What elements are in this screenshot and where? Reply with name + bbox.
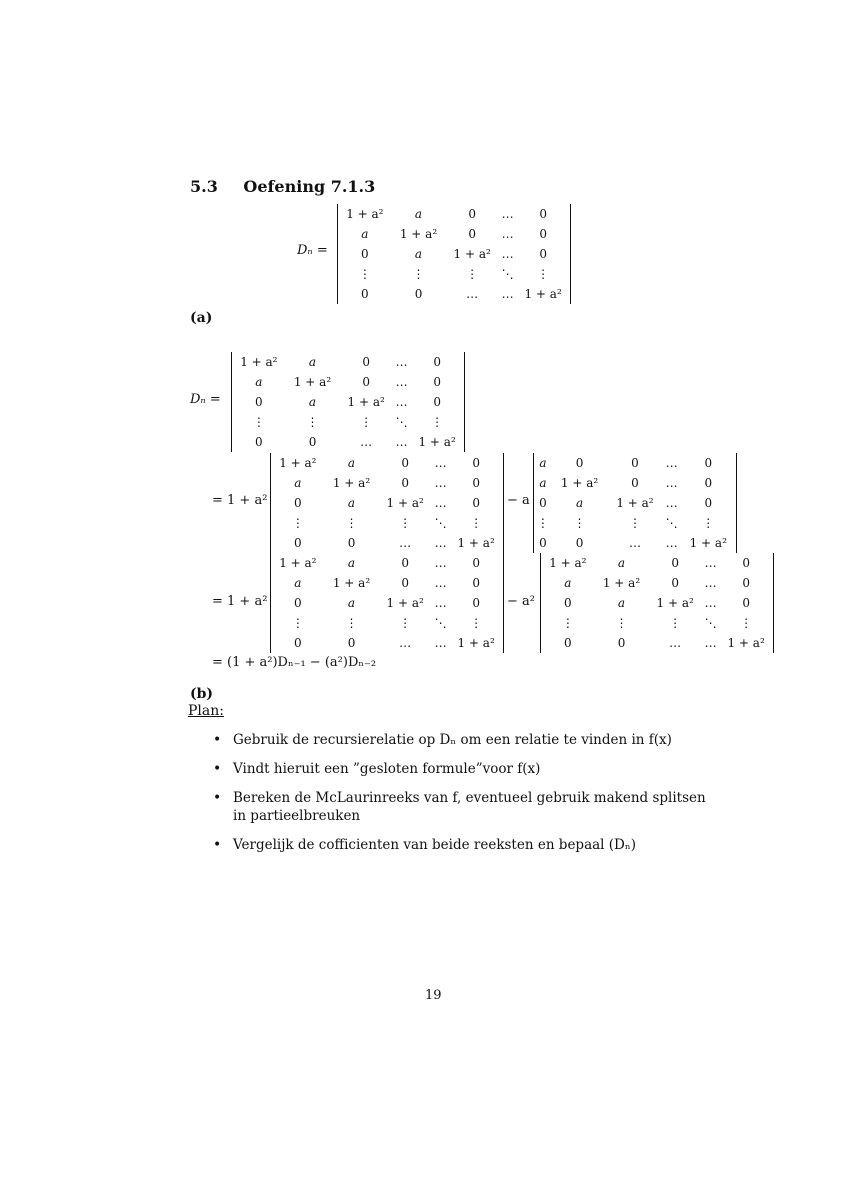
matrix-cell: …: [395, 435, 408, 449]
matrix-row: [271, 473, 503, 493]
matrix-row: [271, 593, 503, 613]
matrix-cell: 1 + a²: [279, 556, 317, 570]
matrix-cell: 0: [433, 355, 441, 369]
matrix-row: [541, 633, 773, 653]
matrix-cell: ⋮: [536, 516, 549, 530]
matrix-cell: 0: [472, 456, 480, 470]
matrix-cell: 0: [361, 287, 369, 301]
matrix-cell: 0: [564, 636, 572, 650]
matrix-cell: 1 + a²: [418, 435, 456, 449]
matrix-row: [232, 392, 464, 412]
matrix-cell: 0: [539, 207, 547, 221]
matrix-cell: …: [704, 576, 717, 590]
line2-prefix: = 1 + a²: [212, 493, 268, 508]
matrix-row: [271, 533, 503, 553]
matrix-cell: 0: [539, 496, 547, 510]
matrix-cell: 0: [308, 435, 317, 449]
line3-prefix: = 1 + a²: [212, 594, 268, 609]
matrix-cell: ⋮: [291, 616, 304, 630]
matrix-cell: ⋮: [360, 415, 373, 429]
matrix-cell: 1 + a²: [549, 556, 587, 570]
matrix-cell: 1 + a²: [293, 375, 332, 389]
matrix-cell: ⋮: [252, 415, 265, 429]
matrix-cell: …: [399, 636, 412, 650]
matrix-cell: ⋱: [434, 516, 447, 530]
matrix-cell: 0: [401, 576, 409, 590]
matrix-cell: 0: [742, 556, 750, 570]
matrix-cell: 0: [414, 287, 423, 301]
matrix-cell: ⋱: [704, 616, 717, 630]
matrix-cell: 1 + a²: [457, 536, 495, 550]
matrix-cell: a: [347, 496, 356, 510]
final-equation: = (1 + a²)Dₙ₋₁ − (a²)Dₙ₋₂: [212, 655, 377, 670]
matrix-cell: 0: [472, 476, 480, 490]
matrix-cell: …: [704, 596, 717, 610]
matrix-cell: 0: [742, 576, 750, 590]
matrix-cell: 1 + a²: [457, 636, 495, 650]
matrix-cell: …: [395, 355, 408, 369]
matrix-cell: 0: [631, 476, 639, 490]
matrix-cell: 1 + a²: [689, 536, 727, 550]
section-title: Oefening 7.1.3: [243, 177, 376, 196]
matrix-cell: 0: [671, 556, 679, 570]
matrix-cell: …: [704, 636, 717, 650]
matrix-cell: a: [361, 227, 369, 241]
matrix-row: [541, 593, 773, 613]
matrix-cell: …: [399, 536, 412, 550]
matrix-cell: …: [501, 287, 514, 301]
matrix-cell: …: [434, 596, 447, 610]
matrix-cell: a: [255, 375, 263, 389]
matrix-cell: …: [395, 375, 408, 389]
matrix-cell: 0: [362, 355, 370, 369]
matrix-cell: 0: [401, 456, 409, 470]
matrix-cell: …: [434, 456, 447, 470]
matrix-cell: 0: [617, 636, 626, 650]
section-number: 5.3: [190, 177, 218, 196]
matrix-row: [338, 204, 570, 224]
matrix-cell: 0: [468, 207, 476, 221]
matrix-cell: …: [434, 576, 447, 590]
matrix-cell: 0: [347, 636, 356, 650]
matrix-row: [232, 432, 464, 452]
determinant-4-table: [534, 453, 736, 553]
matrix-cell: 0: [575, 536, 584, 550]
matrix-cell: a: [347, 596, 356, 610]
matrix-cell: a: [414, 247, 423, 261]
matrix-cell: ⋮: [470, 516, 483, 530]
matrix-cell: 0: [294, 536, 302, 550]
matrix-cell: 1 + a²: [332, 476, 371, 490]
matrix-cell: ⋮: [740, 616, 753, 630]
matrix-row: [271, 513, 503, 533]
determinant-1-table: [338, 204, 570, 304]
matrix-cell: a: [294, 476, 302, 490]
determinant-1: [337, 204, 571, 304]
matrix-row: [541, 613, 773, 633]
matrix-cell: a: [539, 476, 547, 490]
matrix-cell: ⋮: [345, 616, 358, 630]
matrix-cell: ⋮: [412, 267, 425, 281]
plan-item: • Bereken de McLaurinreeks van f, eventueel gebruik makend splitsen in partieelbreuken: [213, 789, 713, 825]
matrix-cell: a: [347, 556, 356, 570]
matrix-row: [271, 493, 503, 513]
matrix-row: [534, 473, 736, 493]
matrix-cell: 1 + a²: [524, 287, 562, 301]
determinant-3-table: [271, 453, 503, 553]
matrix-cell: 0: [472, 576, 480, 590]
matrix-cell: …: [665, 496, 678, 510]
matrix-cell: …: [466, 287, 479, 301]
line2-op: − a: [507, 493, 530, 508]
matrix-cell: a: [347, 456, 356, 470]
matrix-cell: 1 + a²: [279, 456, 317, 470]
matrix-cell: …: [501, 247, 514, 261]
matrix-cell: a: [294, 576, 302, 590]
determinant-2-table: [232, 352, 464, 452]
matrix-row: [232, 372, 464, 392]
matrix-cell: 0: [472, 496, 480, 510]
determinant-3: [270, 453, 504, 553]
matrix-cell: ⋱: [501, 267, 514, 281]
matrix-cell: ⋮: [291, 516, 304, 530]
matrix-cell: …: [434, 636, 447, 650]
matrix-row: [271, 573, 503, 593]
page-number: 19: [425, 988, 442, 1003]
matrix-row: [271, 553, 503, 573]
matrix-cell: …: [434, 556, 447, 570]
matrix-cell: 0: [472, 556, 480, 570]
matrix-cell: 0: [704, 496, 713, 510]
matrix-cell: 0: [433, 375, 441, 389]
matrix-cell: 0: [704, 456, 713, 470]
matrix-cell: ⋮: [537, 267, 550, 281]
matrix-cell: 0: [671, 576, 679, 590]
matrix-cell: ⋮: [431, 415, 444, 429]
matrix-cell: 0: [401, 556, 409, 570]
matrix-cell: 1 + a²: [347, 395, 385, 409]
matrix-cell: …: [501, 227, 514, 241]
matrix-cell: 0: [255, 435, 263, 449]
matrix-cell: 0: [362, 375, 370, 389]
matrix-cell: …: [434, 476, 447, 490]
matrix-cell: …: [628, 536, 641, 550]
matrix-cell: …: [501, 207, 514, 221]
plan-list-container: [213, 731, 713, 865]
matrix-cell: 1 + a²: [386, 496, 424, 510]
plan-list: [213, 731, 713, 854]
matrix-cell: …: [395, 395, 408, 409]
matrix-cell: 0: [539, 227, 547, 241]
matrix-row: [271, 633, 503, 653]
matrix-row: [534, 493, 736, 513]
matrix-cell: …: [360, 435, 373, 449]
matrix-cell: a: [617, 556, 626, 570]
matrix-row: [534, 533, 736, 553]
matrix-cell: ⋮: [345, 516, 358, 530]
matrix-cell: ⋮: [358, 267, 371, 281]
matrix-cell: 0: [433, 395, 441, 409]
matrix-cell: 0: [294, 496, 302, 510]
matrix-cell: ⋮: [628, 516, 641, 530]
matrix-cell: a: [308, 395, 317, 409]
matrix-cell: …: [665, 476, 678, 490]
plan-item: • Vindt hieruit een ”gesloten formule”voor f(x): [213, 760, 713, 778]
matrix-cell: ⋮: [399, 516, 412, 530]
matrix-cell: 0: [347, 536, 356, 550]
matrix-row: [338, 264, 570, 284]
plan-item: • Gebruik de recursierelatie op Dₙ om een relatie te vinden in f(x): [213, 731, 713, 749]
determinant-2: [231, 352, 465, 452]
determinant-5: [270, 553, 504, 653]
matrix-cell: 1 + a²: [332, 576, 371, 590]
matrix-cell: 1 + a²: [240, 355, 278, 369]
matrix-cell: 1 + a²: [399, 227, 438, 241]
matrix-cell: …: [434, 496, 447, 510]
matrix-row: [338, 224, 570, 244]
matrix-cell: 0: [539, 536, 547, 550]
section-heading: [190, 177, 375, 196]
matrix-cell: 1 + a²: [453, 247, 491, 261]
matrix-cell: 0: [294, 596, 302, 610]
part-a-label: (a): [190, 310, 213, 326]
matrix-cell: 0: [294, 636, 302, 650]
matrix-cell: ⋱: [395, 415, 408, 429]
plan-label: Plan:: [188, 703, 224, 719]
matrix-cell: ⋮: [573, 516, 586, 530]
matrix-cell: 1 + a²: [386, 596, 424, 610]
matrix-cell: 0: [361, 247, 369, 261]
matrix-cell: a: [308, 355, 317, 369]
matrix-cell: 0: [575, 456, 584, 470]
determinant-6-table: [541, 553, 773, 653]
matrix-cell: 1 + a²: [346, 207, 384, 221]
matrix-cell: 0: [255, 395, 263, 409]
matrix-cell: ⋮: [466, 267, 479, 281]
matrix-cell: ⋮: [399, 616, 412, 630]
matrix-cell: …: [669, 636, 682, 650]
matrix-cell: ⋱: [434, 616, 447, 630]
matrix-cell: ⋮: [306, 415, 319, 429]
part-b-label: (b): [190, 686, 214, 702]
line3-op: − a²: [507, 594, 535, 609]
matrix-cell: 1 + a²: [656, 596, 694, 610]
matrix-cell: 1 + a²: [727, 636, 765, 650]
plan-item: • Vergelijk de cofficienten van beide reeksten en bepaal (Dₙ): [213, 836, 713, 854]
matrix-cell: a: [539, 456, 547, 470]
matrix-row: [271, 453, 503, 473]
matrix-row: [232, 352, 464, 372]
determinant-4: [533, 453, 737, 553]
matrix-row: [534, 513, 736, 533]
matrix-row: [534, 453, 736, 473]
matrix-cell: a: [575, 496, 584, 510]
matrix-cell: 0: [564, 596, 572, 610]
matrix-cell: 1 + a²: [560, 476, 599, 490]
matrix-row: [232, 412, 464, 432]
matrix-cell: ⋮: [561, 616, 574, 630]
matrix-cell: …: [665, 456, 678, 470]
matrix-cell: 0: [472, 596, 480, 610]
matrix-row: [541, 553, 773, 573]
matrix-row: [338, 244, 570, 264]
matrix-cell: ⋮: [702, 516, 715, 530]
matrix-row: [271, 613, 503, 633]
matrix-cell: 0: [704, 476, 713, 490]
matrix-row: [541, 573, 773, 593]
matrix-cell: 0: [631, 456, 639, 470]
matrix-row: [338, 284, 570, 304]
matrix-cell: ⋮: [669, 616, 682, 630]
matrix-cell: ⋮: [615, 616, 628, 630]
matrix-cell: ⋮: [470, 616, 483, 630]
matrix-cell: a: [414, 207, 423, 221]
dn-lhs-2: Dₙ =: [190, 392, 221, 407]
matrix-cell: 0: [539, 247, 547, 261]
matrix-cell: …: [665, 536, 678, 550]
matrix-cell: 1 + a²: [616, 496, 654, 510]
determinant-5-table: [271, 553, 503, 653]
matrix-cell: 0: [401, 476, 409, 490]
matrix-cell: 0: [742, 596, 750, 610]
matrix-cell: 0: [468, 227, 476, 241]
matrix-cell: ⋱: [665, 516, 678, 530]
matrix-cell: …: [434, 536, 447, 550]
dn-lhs-1: Dₙ =: [297, 243, 328, 258]
matrix-cell: a: [564, 576, 572, 590]
matrix-cell: a: [617, 596, 626, 610]
matrix-cell: …: [704, 556, 717, 570]
matrix-cell: 1 + a²: [602, 576, 641, 590]
determinant-6: [540, 553, 774, 653]
